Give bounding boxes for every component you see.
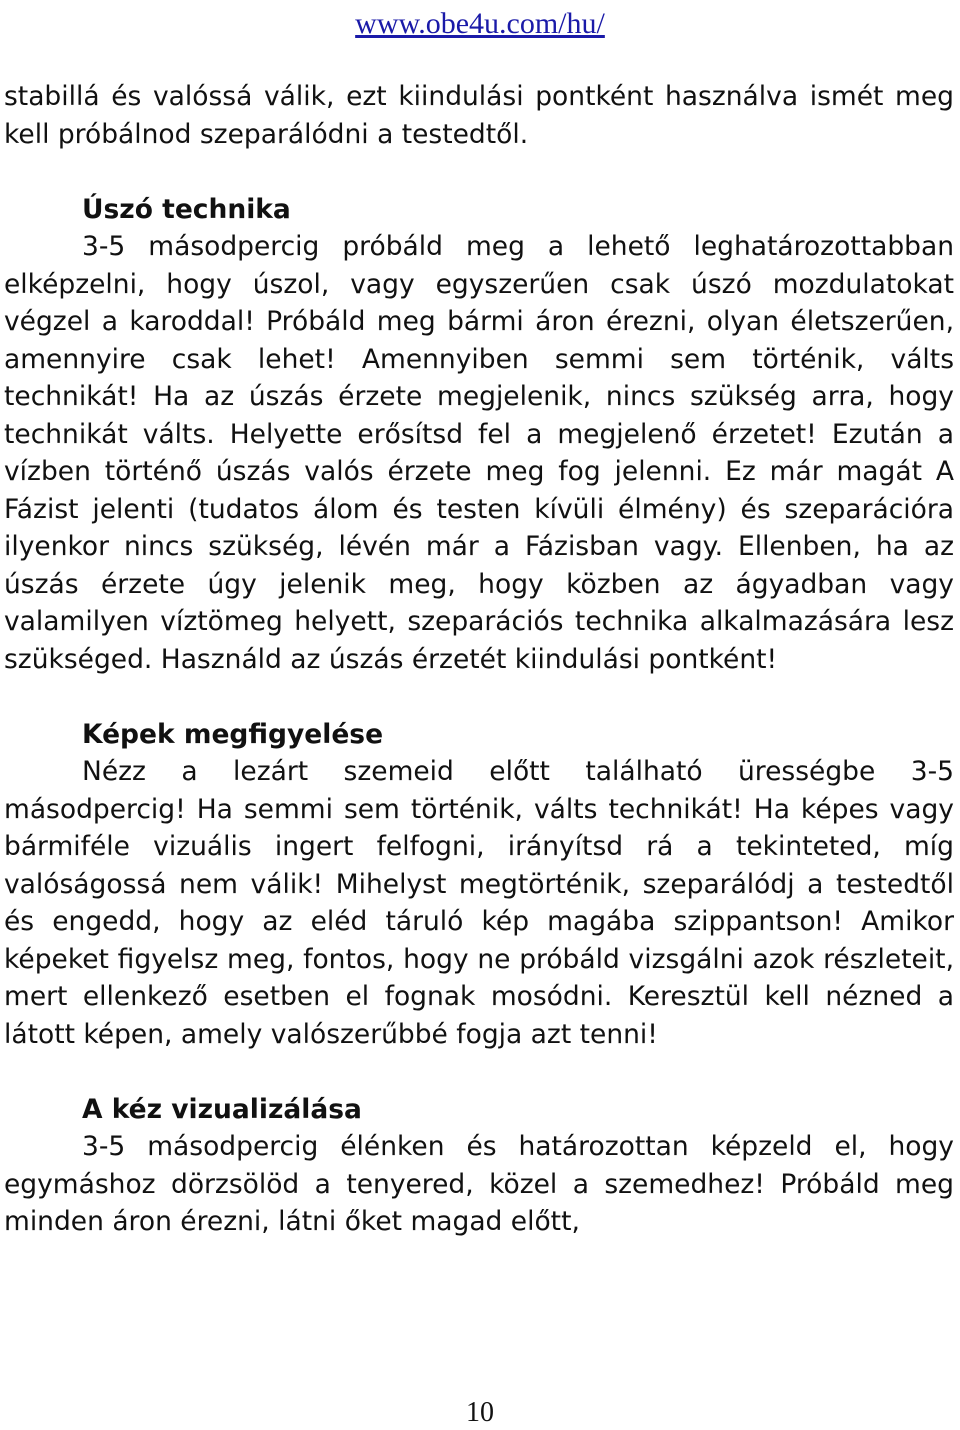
section-heading: A kéz vizualizálása [82, 1093, 362, 1125]
section-paragraph: 3-5 másodpercig próbáld meg a lehető leghatározottabban elképzelni, hogy úszol, vagy egyszerűen csak úszó mozdulatokat végzel a karoddal! Próbáld meg bármi áron érezni, olyan életszerűen, amennyire csak lehet! Amennyiben semmi sem történik, válts technikát! Ha az úszás érzete megjelenik, nincs szükség arra, hogy technikát válts. Helyette erősítsd fel a megjelenő érzetet! Ezután a vízben történő úszás valós érzete meg fog jelenni. Ez már magát A Fázist jelenti (tudatos álom és testen kívüli élmény) és szeparációra ilyenkor nincs szükség, lévén már a Fázisban vagy. Ellenben, ha az úszás érzete úgy jelenik meg, hogy közben az ágyadban vagy valamilyen víztömeg helyett, szeparációs technika alkalmazására lesz szükséged. Használd az úszás érzetét kiindulási pontként! [4, 231, 954, 675]
section-paragraph: 3-5 másodpercig élénken és határozottan képzeld el, hogy egymáshoz dörzsölöd a tenyered, közel a szemedhez! Próbáld meg minden áron érezni, látni őket magad előtt, [4, 1131, 954, 1237]
section-swimming-technique [4, 191, 954, 679]
section-observing-images [4, 716, 954, 1054]
section-hand-visualization [4, 1091, 954, 1241]
section-heading: Úszó technika [82, 193, 291, 225]
section-paragraph: Nézz a lezárt szemeid előtt található ürességbe 3-5 másodpercig! Ha semmi sem történik, válts technikát! Ha képes vagy bármiféle vizuális ingert felfogni, irányítsd rá a tekinteted, míg valóságossá nem válik! Mihelyst megtörténik, szeparálódj a testedtől és engedd, hogy az eléd táruló kép magába szippantson! Amikor képeket figyelsz meg, fontos, hogy ne próbáld vizsgálni azok részleteit, mert ellenkező esetben el fognak mosódni. Keresztül kell nézned a látott képen, amely valószerűbbé fogja azt tenni! [4, 756, 954, 1050]
intro-paragraph: stabillá és valóssá válik, ezt kiindulási pontként használva ismét meg kell próbálnod szeparálódni a testedtől. [4, 81, 954, 150]
page-number: 10 [466, 1397, 494, 1428]
header-url-link[interactable]: www.obe4u.com/hu/ [355, 7, 605, 40]
document-body [4, 78, 954, 1241]
section-heading: Képek megfigyelése [82, 718, 384, 750]
